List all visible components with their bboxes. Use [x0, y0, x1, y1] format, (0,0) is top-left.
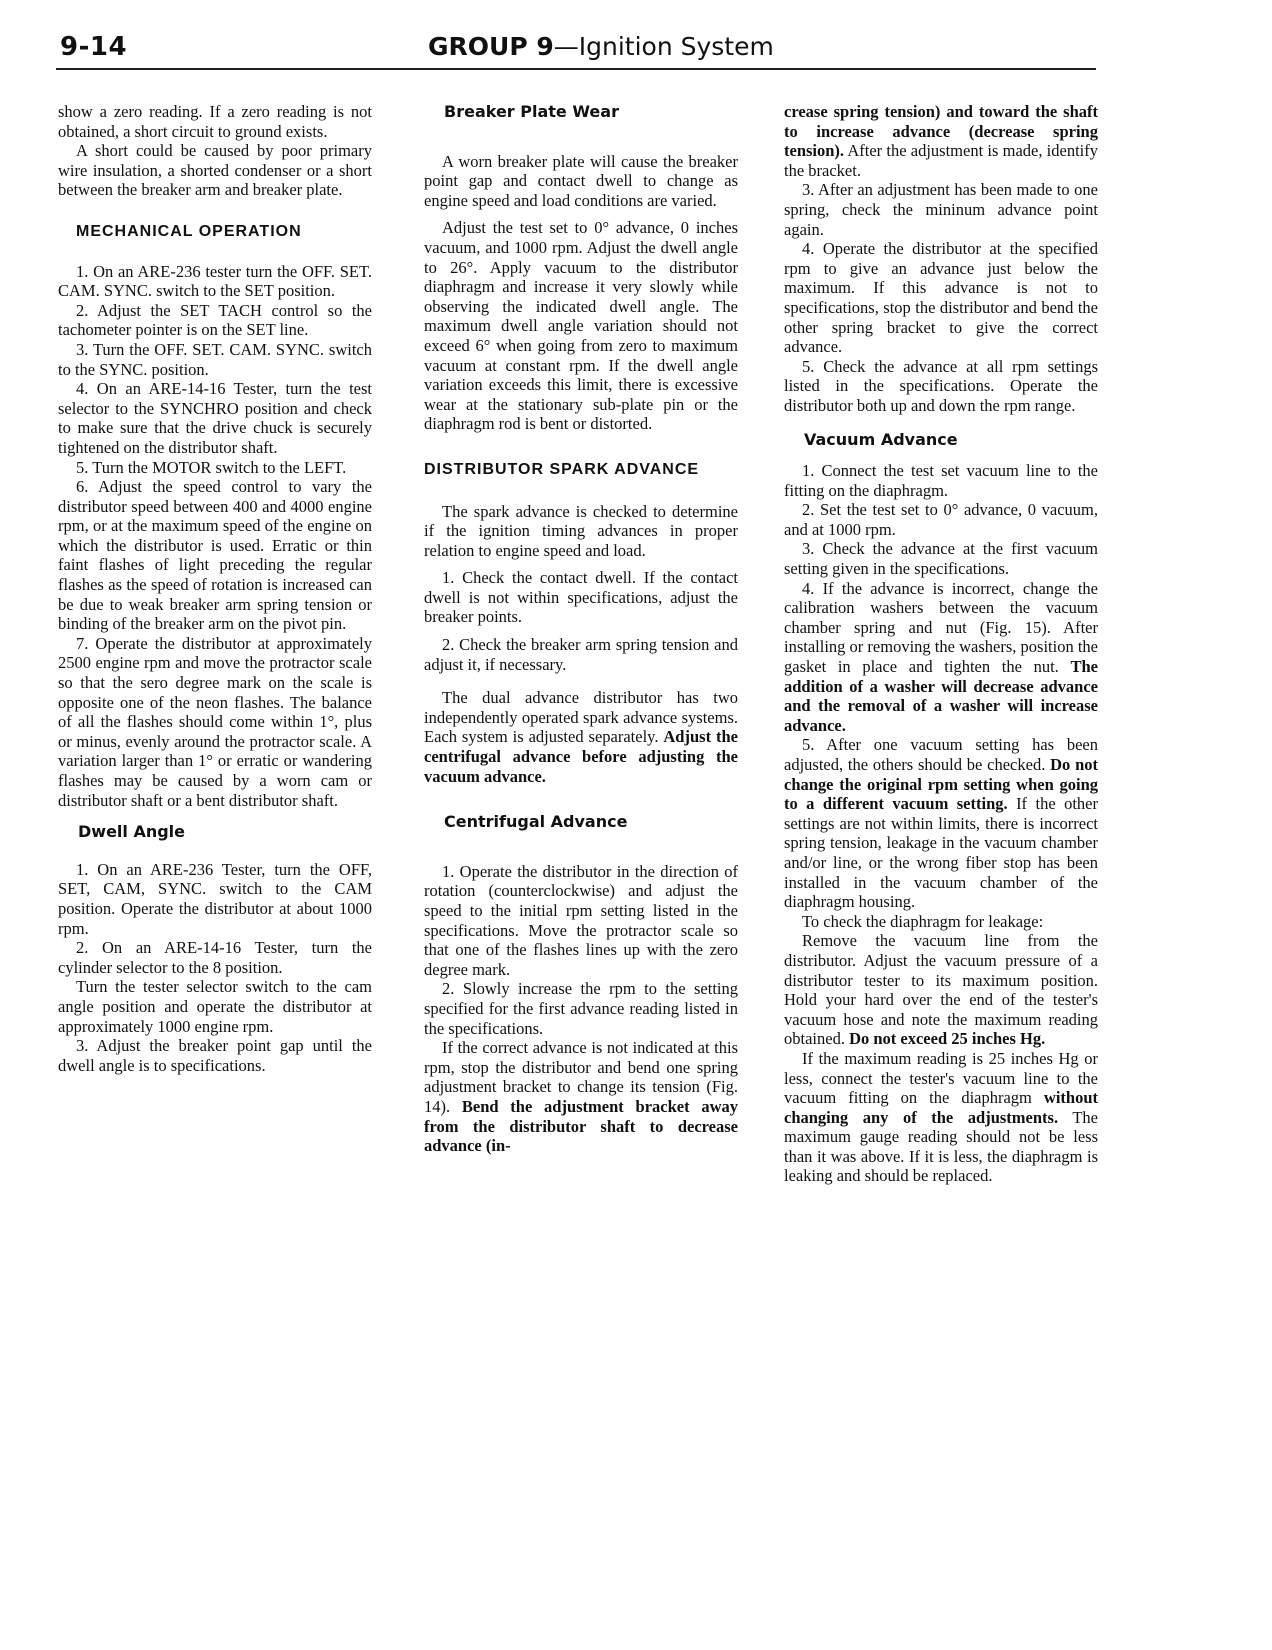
emphasis-text: Do not exceed 25 inches Hg.: [849, 1029, 1046, 1049]
section-heading-mechanical-operation: MECHANICAL OPERATION: [76, 222, 302, 240]
emphasis-text: Do not change the original rpm setting when going to a different vacuum setting.: [784, 755, 1099, 814]
paragraph-text: The maximum gauge reading should not be less than it was above. If it is less, the diaphragm is leaking and should be replaced.: [784, 1107, 1098, 1186]
paragraph: Adjust the test set to 0° advance, 0 inches vacuum, and 1000 rpm. Adjust the dwell angle to 26°. Apply vacuum to the distributor diaphragm and increase it very slowly while observing the indicated dwell angle. The maximum dwell angle variation should not exceed 6° when going from zero to maximum vacuum at constant rpm. If the dwell angle variation exceeds this limit, there is excessive wear at the stationary sub-plate pin or the diaphragm rod is bent or distorted.: [424, 218, 738, 434]
header-rule: [56, 68, 1096, 70]
column-1: [58, 102, 372, 1075]
section-heading-distributor-spark-advance: DISTRIBUTOR SPARK ADVANCE: [424, 460, 700, 478]
step: 2. Check the breaker arm spring tension and adjust it, if necessary.: [424, 635, 738, 674]
step: 4. On an ARE-14-16 Tester, turn the test selector to the SYNCHRO position and check to make sure that the drive chuck is securely tightened on the distributor shaft.: [58, 379, 372, 457]
emphasis-text: The addition of a washer will decrease advance and the removal of a washer will increase advance.: [784, 657, 1098, 735]
paragraph: show a zero reading. If a zero reading is not obtained, a short circuit to ground exists.: [58, 102, 372, 141]
step: 1. Operate the distributor in the direction of rotation (counterclockwise) and adjust the speed to the initial rpm setting listed in the specifications. Move the protractor scale so that one of the flashes lines up with the zero degree mark.: [424, 861, 738, 979]
step: [784, 579, 1098, 736]
paragraph-text: 5. After one vacuum setting has been adjusted, the others should be checked.: [784, 735, 1098, 774]
paragraph-text: 4. If the advance is incorrect, change the calibration washers between the vacuum chamber spring and nut (Fig. 15). After installing or removing the washers, position the gasket in place and tighten the nut.: [784, 578, 1098, 677]
paragraph: [424, 1038, 738, 1156]
emphasis-text: Adjust the centrifugal advance before adjusting the vacuum advance.: [424, 727, 738, 786]
step: 1. Check the contact dwell. If the contact dwell is not within specifications, adjust the breaker points.: [424, 568, 738, 627]
step: 1. Connect the test set vacuum line to the fitting on the diaphragm.: [784, 461, 1098, 500]
paragraph-text: After the adjustment is made, identify the bracket.: [784, 141, 1098, 180]
page-number: 9-14: [60, 32, 128, 62]
step: 3. Turn the OFF. SET. CAM. SYNC. switch to the SYNC. position.: [58, 339, 372, 379]
subheading-vacuum-advance: Vacuum Advance: [804, 429, 958, 449]
step: 3. Adjust the breaker point gap until the dwell angle is to specifications.: [58, 1036, 372, 1075]
paragraph: A short could be caused by poor primary wire insulation, a shorted condenser or a short between the breaker arm and breaker plate.: [58, 141, 372, 200]
step: [784, 735, 1098, 911]
step: 3. After an adjustment has been made to one spring, check the mininum advance point again.: [784, 180, 1098, 239]
step: 5. Check the advance at all rpm settings listed in the specifications. Operate the distributor both up and down the rpm range.: [784, 356, 1098, 415]
column-3: [784, 102, 1098, 1186]
paragraph: The spark advance is checked to determine if the ignition timing advances in proper relation to engine speed and load.: [424, 501, 738, 560]
emphasis-text: crease spring tension) and toward the shaft to increase advance (decrease spring tension).: [784, 102, 1098, 161]
group-label: GROUP 9: [428, 32, 554, 61]
paragraph: [784, 102, 1098, 180]
step: 5. Turn the MOTOR switch to the LEFT.: [76, 457, 347, 477]
subheading-breaker-plate-wear: Breaker Plate Wear: [444, 102, 619, 121]
step: 1. On an ARE-236 Tester, turn the OFF, SET, CAM, SYNC. switch to the CAM position. Operate the distributor at about 1000 rpm.: [58, 859, 372, 938]
paragraph: To check the diaphragm for leakage:: [802, 911, 1044, 931]
subheading-dwell-angle: Dwell Angle: [78, 822, 186, 842]
paragraph: [424, 688, 738, 786]
emphasis-text: without changing any of the adjustments.: [784, 1088, 1099, 1127]
page-title: [428, 32, 774, 61]
step: 2. Slowly increase the rpm to the setting specified for the first advance reading listed in the specifications.: [424, 979, 738, 1038]
paragraph-text: If the maximum reading is 25 inches Hg or less, connect the tester's vacuum line to the vacuum fitting on the diaphragm: [784, 1048, 1098, 1108]
paragraph-text: If the correct advance is not indicated at this rpm, stop the distributor and bend one spring adjustment bracket to change its tension (Fig. 14).: [424, 1038, 738, 1116]
paragraph: Turn the tester selector switch to the cam angle position and operate the distributor at approximately 1000 engine rpm.: [58, 977, 372, 1036]
paragraph-text: Remove the vacuum line from the distributor. Adjust the vacuum pressure of a distributor tester to its maximum position. Hold your hard over the end of the tester's vacuum hose and note the maximum reading obtained.: [784, 931, 1098, 1049]
paragraph: [784, 1049, 1098, 1186]
step: 1. On an ARE-236 tester turn the OFF. SET. CAM. SYNC. switch to the SET position.: [58, 261, 372, 301]
paragraph-text: If the other settings are not within limits, there is incorrect spring tension, leakage in the vacuum chamber and/or line, or the wrong fiber stop has been installed in the vacuum chamber of the diaphragm housing.: [784, 794, 1098, 912]
step: 4. Operate the distributor at the specified rpm to give an advance just below the maximum. If this advance is not to specifications, stop the distributor and bend the other spring bracket to give the correct advance.: [784, 239, 1098, 357]
paragraph: A worn breaker plate will cause the breaker point gap and contact dwell to change as engine speed and load conditions are varied.: [424, 151, 738, 210]
step: 7. Operate the distributor at approximately 2500 engine rpm and move the protractor scale so that the sero degree mark on the scale is opposite one of the neon flashes. The balance of all the flashes should come within 1°, plus or minus, evenly around the protractor scale. A variation larger than 1° or erratic or wandering flashes may be caused by a worn cam or distributor shaft or a bent distributor shaft.: [58, 633, 372, 810]
emphasis-text: Bend the adjustment bracket away from the distributor shaft to decrease advance (in-: [424, 1096, 739, 1156]
section-label: —Ignition System: [553, 32, 774, 61]
paragraph: [784, 931, 1098, 1049]
page-header: [56, 30, 1096, 70]
step: 2. On an ARE-14-16 Tester, turn the cylinder selector to the 8 position.: [58, 938, 372, 977]
paragraph-text: The dual advance distributor has two independently operated spark advance systems. Each system is adjusted separately.: [424, 688, 738, 747]
step: 6. Adjust the speed control to vary the distributor speed between 400 and 4000 engine rpm, or at the maximum speed of the engine on which the distributor is used. Erratic or thin faint flashes of light preceding the regular flashes as the speed of rotation is increased can be due to weak breaker arm spring tension or binding of the breaker arm on the pivot pin.: [58, 477, 372, 634]
subheading-centrifugal-advance: Centrifugal Advance: [444, 812, 628, 832]
step: 3. Check the advance at the first vacuum setting given in the specifications.: [784, 539, 1098, 579]
step: 2. Set the test set to 0° advance, 0 vacuum, and at 1000 rpm.: [784, 500, 1098, 539]
step: 2. Adjust the SET TACH control so the tachometer pointer is on the SET line.: [58, 300, 372, 340]
column-2: [424, 102, 738, 1156]
